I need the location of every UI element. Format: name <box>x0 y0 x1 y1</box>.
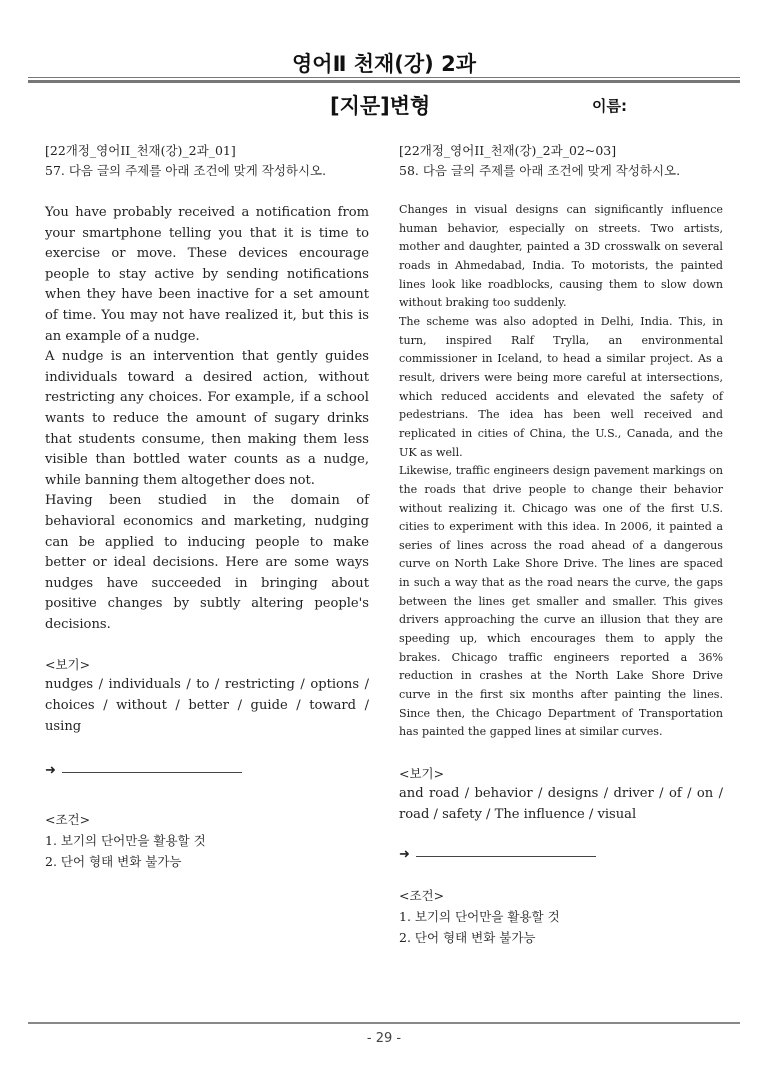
page-subtitle: [지문]변형 <box>330 94 431 118</box>
bogi-words: and road / behavior / designs / driver / of / on / road / safety / The influence / visual <box>399 786 723 822</box>
question-prompt: 57. 다음 글의 주제를 아래 조건에 맞게 작성하시오. <box>45 163 327 178</box>
page-number: - 29 - <box>366 1031 402 1046</box>
name-label: 이름: <box>592 97 627 115</box>
right-column <box>399 141 723 948</box>
bogi-words: nudges / individuals / to / restricting / options / choices / without / better / guide / toward / using <box>45 677 369 734</box>
condition-label: <조건> <box>45 812 91 828</box>
condition-item: 1. 보기의 단어만을 활용할 것 <box>45 833 206 849</box>
question-code: [22개정_영어II_천재(강)_2과_01] <box>45 143 236 158</box>
answer-blank[interactable] <box>62 768 242 773</box>
bogi-label: <보기> <box>45 657 91 673</box>
header-rule-bottom <box>28 80 740 83</box>
answer-line[interactable] <box>399 845 723 865</box>
question-code: [22개정_영어II_천재(강)_2과_02~03] <box>399 143 617 158</box>
condition-item: 2. 단어 형태 변화 불가능 <box>399 930 536 946</box>
passage <box>45 203 369 635</box>
condition-item: 1. 보기의 단어만을 활용할 것 <box>399 909 560 925</box>
answer-line[interactable] <box>45 761 369 781</box>
page-title: 영어Ⅱ 천재(강) 2과 <box>292 52 476 76</box>
passage-paragraph: You have probably received a notification from your smartphone telling you that it is time to exercise or move. These devices encourage people to stay active by sending notifications when they have been inactive for a set amount of time. You may not have realized it, but this is an example of a nudge. <box>45 205 369 344</box>
passage-paragraph: The scheme was also adopted in Delhi, India. This, in turn, inspired Ralf Trylla, an environmental commissioner in Iceland, to head a similar project. As a result, drivers were being more careful at intersections, which reduced accidents and elevated the safety of pedestrians. The idea has been well received and replicated in cities of China, the U.S., Canada, and the UK as well. <box>399 314 723 459</box>
passage <box>399 201 723 742</box>
answer-blank[interactable] <box>416 852 596 857</box>
passage-paragraph: Changes in visual designs can significantly influence human behavior, especially on streets. Two artists, mother and daughter, painted a 3D crosswalk on several roads in Ahmedabad, India. To motorists, the painted lines look like roadblocks, causing them to slow down without braking too suddenly. <box>399 203 723 310</box>
arrow-icon: ➜ <box>399 847 410 863</box>
condition-item: 2. 단어 형태 변화 불가능 <box>45 854 182 870</box>
question-prompt: 58. 다음 글의 주제를 아래 조건에 맞게 작성하시오. <box>399 163 681 178</box>
passage-paragraph: Likewise, traffic engineers design pavement markings on the roads that drive people to change their behavior without realizing it. Chicago was one of the first U.S. cities to experiment with this idea. In 2006, it painted a series of lines across the road ahead of a dangerous curve on North Lake Shore Drive. The lines are spaced in such a way that as the road nears the curve, the gaps between the lines get smaller and smaller. This gives drivers approaching the curve an illusion that they are speeding up, which encourages them to apply the brakes. Chicago traffic engineers reported a 36% reduction in crashes at the North Lake Shore Drive curve in the first six months after painting the lines. Since then, the Chicago Department of Transportation has painted the gapped lines at similar curves. <box>399 464 723 739</box>
arrow-icon: ➜ <box>45 763 56 779</box>
passage-paragraph: A nudge is an intervention that gently guides individuals toward a desired action, without restricting any choices. For example, if a school wants to reduce the amount of sugary drinks that students consume, then making them less visible than bottled water counts as a nudge, while banning them altogether does not. <box>45 349 369 488</box>
bogi-label: <보기> <box>399 766 445 782</box>
left-column <box>45 141 369 872</box>
condition-label: <조건> <box>399 888 445 904</box>
header-rule-top <box>28 77 740 78</box>
footer-rule <box>28 1022 740 1024</box>
passage-paragraph: Having been studied in the domain of behavioral economics and marketing, nudging can be applied to inducing people to make better or ideal decisions. Here are some ways nudges have succeeded in bringing about positive changes by subtly altering people's decisions. <box>45 493 369 632</box>
